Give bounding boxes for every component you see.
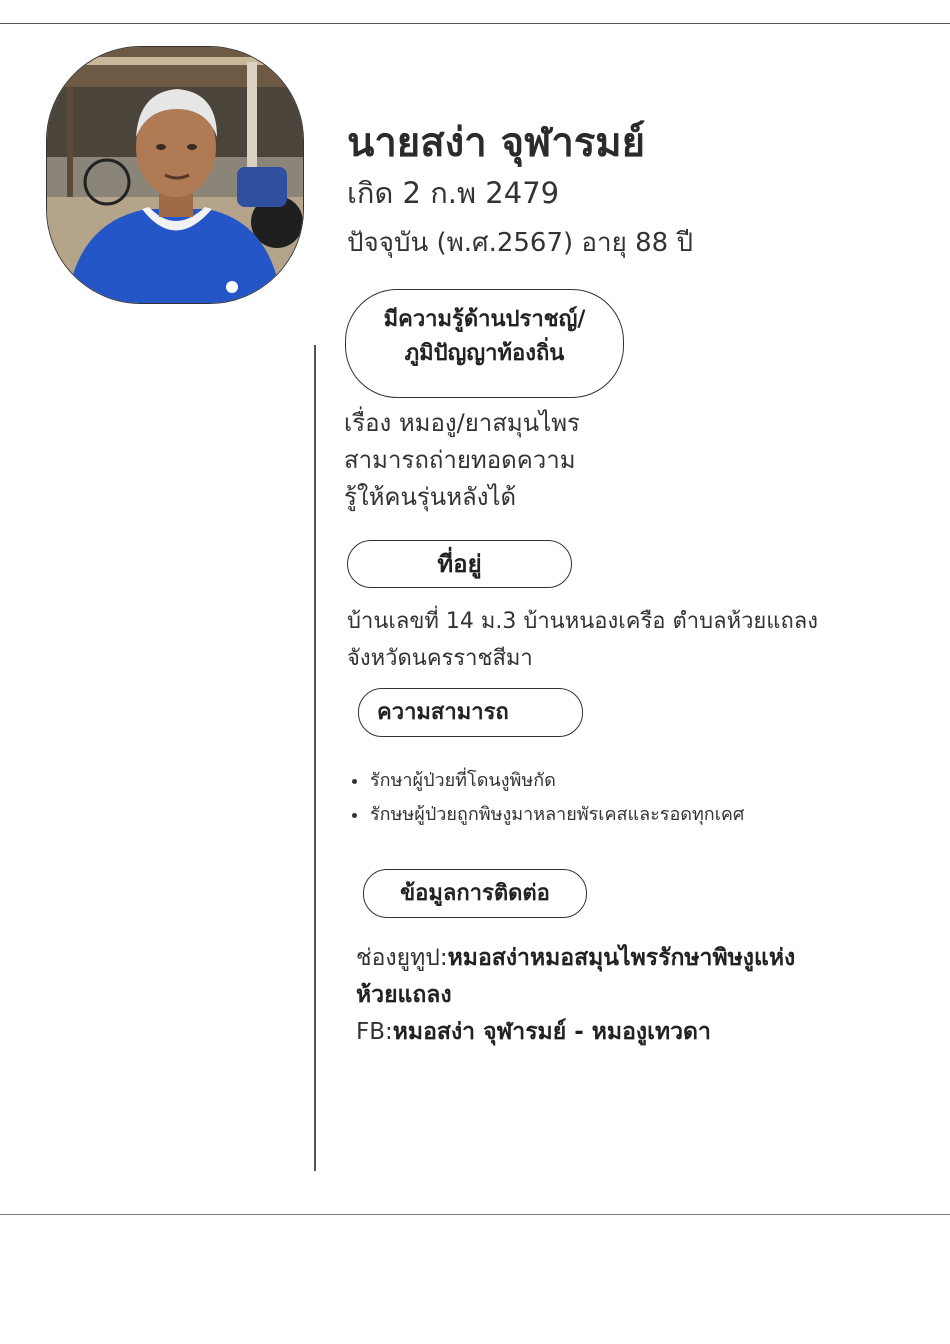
knowledge-heading-line2: ภูมิปัญญาท้องถิ่น: [404, 341, 565, 366]
bottom-divider: [0, 1214, 950, 1215]
facebook-label: FB:: [356, 1019, 393, 1045]
list-item: [350, 766, 744, 800]
ability-list: [350, 766, 744, 834]
list-item: [350, 800, 744, 834]
knowledge-line: สามารถถ่ายทอดความ: [344, 446, 576, 474]
youtube-label: ช่องยูทูป:: [356, 945, 448, 971]
person-name: นายสง่า จุฬารมย์: [347, 120, 646, 166]
knowledge-description: [344, 405, 580, 516]
youtube-channel-name: หมอสง่าหมอสมุนไพรรักษาพิษงูแห่ง: [447, 945, 796, 971]
facebook-page-name: หมอสง่า จุฬารมย์ - หมองูเทวดา: [392, 1019, 711, 1045]
vertical-divider: [314, 345, 316, 1171]
current-age: ปัจจุบัน (พ.ศ.2567) อายุ 88 ปี: [347, 228, 693, 258]
ability-item-text: รักษษผู้ป่วยถูกพิษงูมาหลายพัรเคสและรอดทุกเคศ: [370, 804, 745, 825]
top-divider: [0, 23, 950, 24]
address-line: บ้านเลขที่ 14 ม.3 บ้านหนองเครือ ตำบลห้วยแถลง: [347, 609, 819, 634]
address-description: [347, 603, 818, 677]
knowledge-heading-line1: มีความรู้ด้านปราชญ์/: [383, 307, 586, 332]
bullet-icon: [352, 779, 357, 784]
bullet-icon: [352, 813, 357, 818]
birth-date: เกิด 2 ก.พ 2479: [347, 176, 560, 210]
ability-heading: ความสามารถ: [358, 688, 583, 737]
youtube-channel-name-cont: ห้วยแถลง: [356, 982, 452, 1008]
address-heading: ที่อยู่: [347, 540, 572, 588]
knowledge-heading: [345, 289, 624, 398]
address-line: จังหวัดนครราชสีมา: [347, 646, 533, 671]
portrait-photo: [46, 46, 304, 304]
knowledge-line: รู้ให้คนรุ่นหลังได้: [344, 483, 517, 511]
ability-item-text: รักษาผู้ป่วยที่โดนงูพิษกัด: [370, 770, 556, 791]
contact-info: [356, 940, 795, 1051]
contact-heading: ข้อมูลการติดต่อ: [363, 869, 587, 918]
knowledge-line: เรื่อง หมองู/ยาสมุนไพร: [344, 409, 580, 437]
